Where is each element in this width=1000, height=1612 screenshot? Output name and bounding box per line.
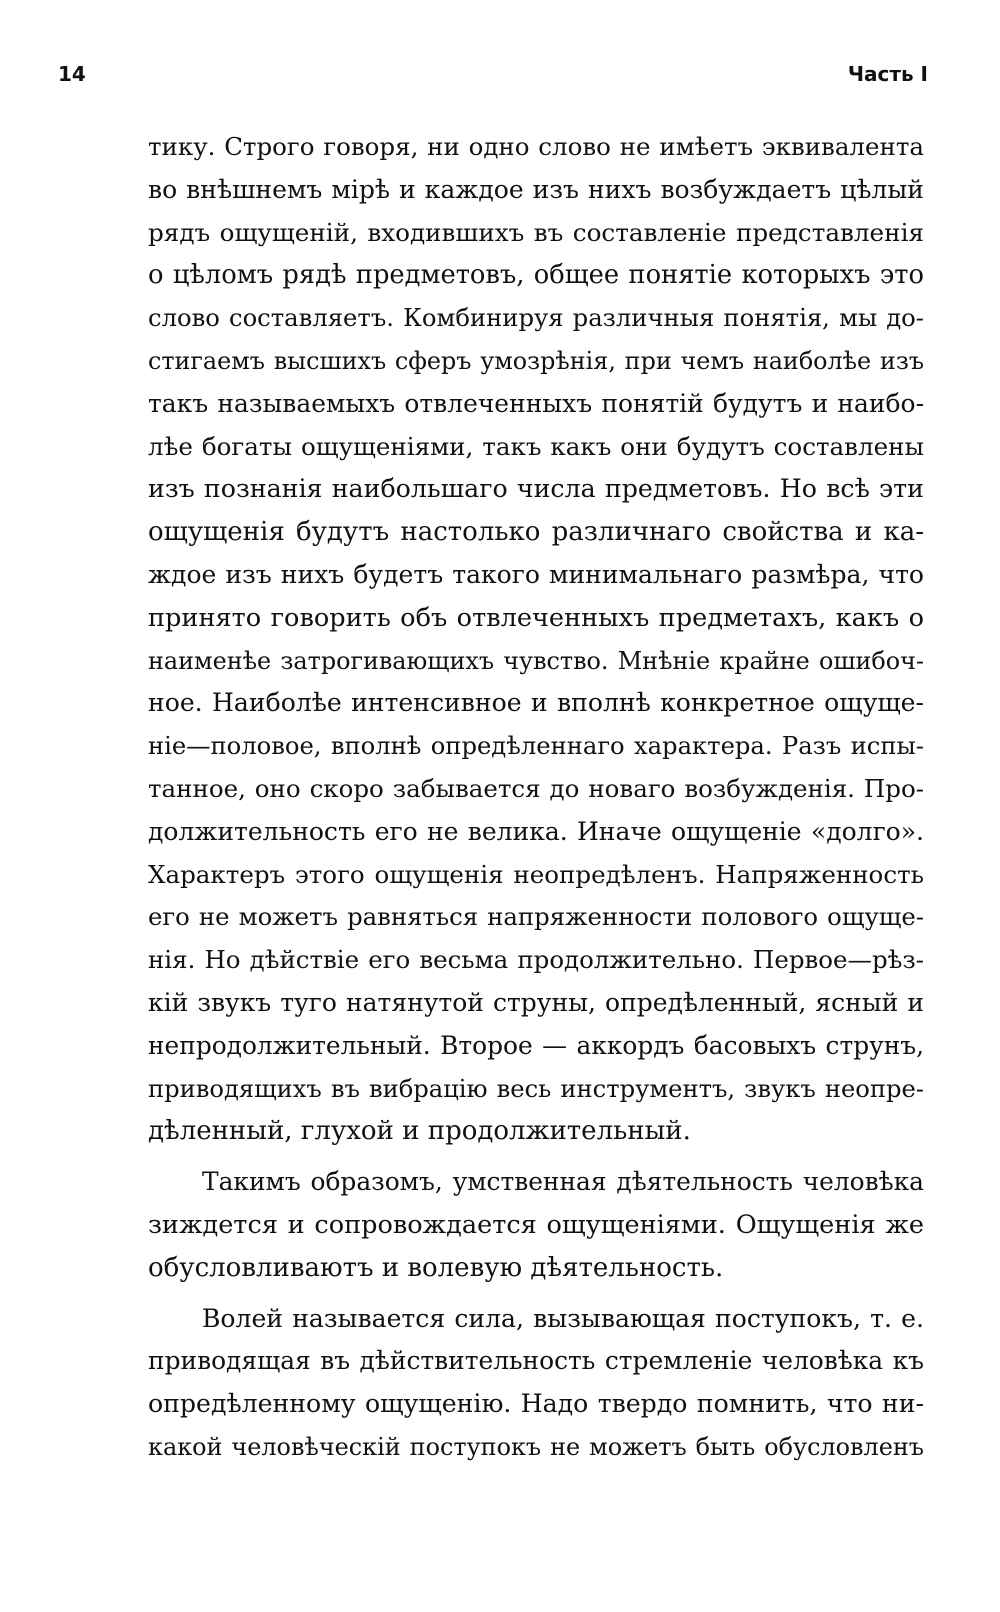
text-line: Такимъ образомъ, умственная дѣятельность человѣка [202,1167,924,1197]
text-line: изъ познанія наибольшаго числа предметовъ. Но всѣ эти [148,474,924,504]
text-line: опредѣленному ощущенію. Надо твердо помнить, что ни- [148,1389,924,1419]
text-line: принято говорить объ отвлеченныхъ предметахъ, какъ о [148,602,924,633]
text-line: во внѣшнемъ мірѣ и каждое изъ нихъ возбуждаетъ цѣлый [148,174,924,204]
text-line: ощущенія будутъ настолько различнаго свойства и ка- [148,517,924,548]
text-line: зиждется и сопровождается ощущеніями. Ощущенія же [148,1209,924,1240]
text-line: лѣе богаты ощущеніями, такъ какъ они будутъ составлены [148,431,924,461]
paragraph [148,1161,924,1289]
paragraph [148,1298,924,1469]
text-line: стигаемъ высшихъ сферъ умозрѣнія, при чемъ наиболѣе изъ [148,346,924,375]
text-line: приводящихъ въ вибрацію весь инструментъ, звукъ неопре- [148,1074,924,1103]
text-line: нія. Но дѣйствіе его весьма продолжительно. Первое—рѣз- [148,945,924,975]
text-line: слово составляетъ. Комбинируя различныя понятія, мы до- [148,303,924,333]
paragraph-gap [148,1153,924,1161]
body-text [148,126,924,1469]
text-line: какой человѣческій поступокъ не можетъ быть обусловленъ [148,1432,924,1461]
text-line: такъ называемыхъ отвлеченныхъ понятій будутъ и наибо- [148,388,924,418]
text-line: должительность его не велика. Иначе ощущеніе «долго». [148,816,924,846]
text-line: обусловливаютъ и волевую дѣятельность. [148,1252,724,1283]
text-line: тику. Строго говоря, ни одно слово не имѣетъ эквивалента [148,132,924,161]
text-line: непродолжительный. Второе — аккордъ басовыхъ струнъ, [148,1030,924,1060]
text-line: о цѣломъ рядѣ предметовъ, общее понятіе которыхъ это [148,260,924,291]
text-line: приводящая въ дѣйствительность стремленіе человѣка къ [148,1346,924,1376]
text-line: ждое изъ нихъ будетъ такого минимальнаго размѣра, что [148,559,924,589]
paragraph-gap [148,1290,924,1298]
text-line: кій звукъ туго натянутой струны, опредѣленный, ясный и [148,987,924,1017]
text-line: Волей называется сила, вызывающая поступокъ, т. е. [202,1303,924,1333]
text-line: ное. Наиболѣе интенсивное и вполнѣ конкретное ощуще- [148,688,924,718]
page-number: 14 [58,62,86,86]
page-header [58,62,928,92]
text-line: наименѣе затрогивающихъ чувство. Мнѣніе крайне ошибоч- [148,646,924,675]
paragraph [148,126,924,1153]
text-line: рядъ ощущеній, входившихъ въ составленіе представленія [148,217,924,247]
text-line: ніе—половое, вполнѣ опредѣленнаго характера. Разъ испы- [148,731,924,761]
text-line: Характеръ этого ощущенія неопредѣленъ. Напряженность [148,859,924,889]
text-line: танное, оно скоро забывается до новаго возбужденія. Про- [148,773,924,803]
text-line: его не можетъ равняться напряженности полового ощуще- [148,902,924,932]
part-label: Часть I [847,62,928,86]
text-line: дѣленный, глухой и продолжительный. [148,1116,691,1147]
